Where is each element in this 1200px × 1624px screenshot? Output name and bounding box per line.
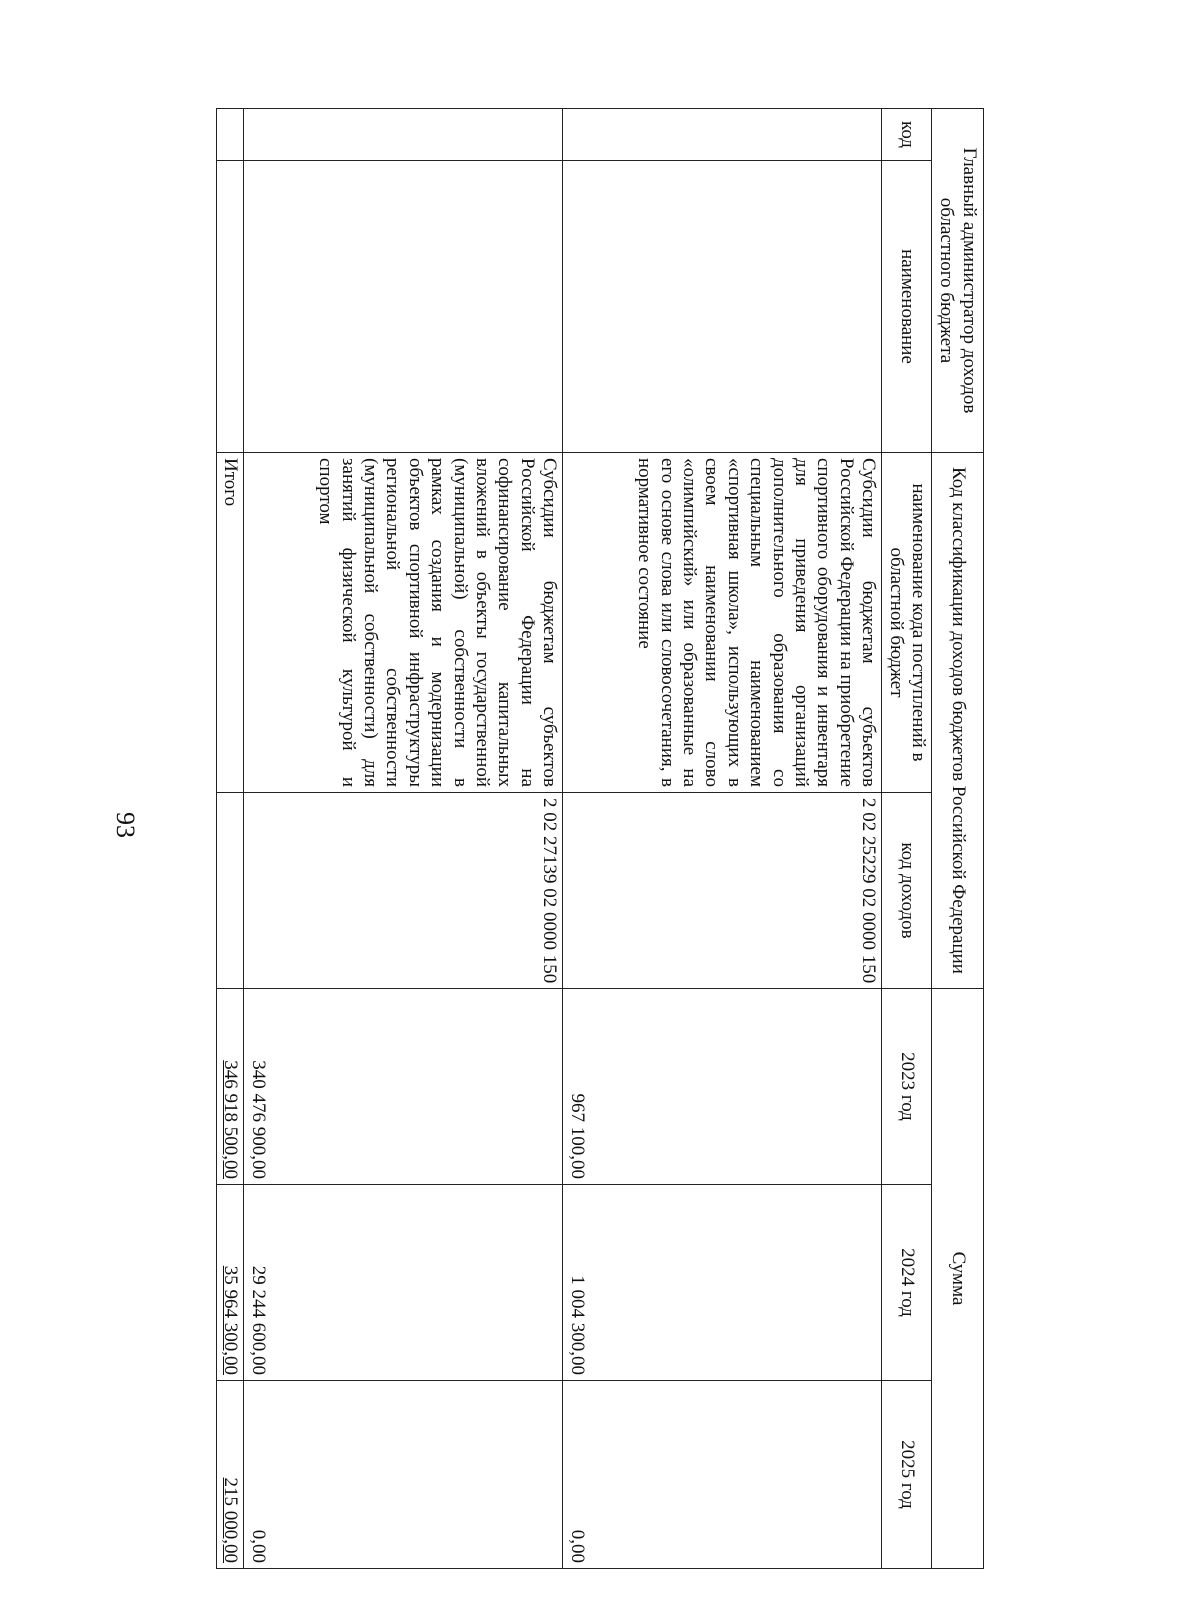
sum-2024-cell: 1 004 300,00 [563,1185,882,1381]
classification-group-header: Код классификации доходов бюджетов Российской Федерации [932,453,984,989]
table-row [563,109,882,1569]
admin-code-header: код [882,109,932,161]
total-empty-cell [217,161,244,453]
year-2024-header: 2024 год [882,1185,932,1381]
sum-group-header: Сумма [932,989,984,1569]
sum-2023-cell: 967 100,00 [563,989,882,1185]
total-2024-cell: 35 964 300,00 [217,1185,244,1381]
income-code-header: код доходов [882,793,932,989]
table-row [244,109,563,1569]
sum-2023-cell: 340 476 900,00 [244,989,563,1185]
year-2025-header: 2025 год [882,1381,932,1569]
income-name-cell: Субсидии бюджетам субъектов Российской Федерации на софинансирование капитальных вложений в объекты государственной (муниципальной) собственности в рамках создания и модернизации объектов спортивной инфраструктуры региональной собственности (муниципальной собственности) для занятий физической культурой и спортом [244,453,563,793]
income-name-cell: Субсидии бюджетам субъектов Российской Федерации на приобретение спортивного оборудования и инвентаря для приведения организаций дополнительного образования со специальным наименованием «спортивная школа», использующих в своем наименовании слово «олимпийский» или образованные на его основе слова или словосочетания, в нормативное состояние [563,453,882,793]
admin-name-cell [244,161,563,453]
header-row-2 [882,109,932,1569]
budget-income-table [216,108,984,1569]
sum-2025-cell: 0,00 [244,1381,563,1569]
sum-2024-cell: 29 244 600,00 [244,1185,563,1381]
admin-code-cell [244,109,563,161]
admin-name-header: наименование [882,161,932,453]
total-row [217,109,244,1569]
admin-name-cell [563,161,882,453]
total-2025-cell: 215 000,00 [217,1381,244,1569]
admin-group-header: Главный администратор доходов областного бюджета [932,109,984,453]
admin-code-cell [563,109,882,161]
total-2023-cell: 346 918 500,00 [217,989,244,1185]
budget-table-container [216,108,984,1568]
income-code-cell: 2 02 25229 02 0000 150 [563,793,882,989]
sum-2025-cell: 0,00 [563,1381,882,1569]
year-2023-header: 2023 год [882,989,932,1185]
income-name-header: наименование кода поступлений в областной бюджет [882,453,932,793]
page-number: 93 [111,812,140,838]
total-empty-cell [217,793,244,989]
header-row-1 [932,109,984,1569]
total-empty-cell [217,109,244,161]
total-label: Итого [217,453,244,793]
income-code-cell: 2 02 27139 02 0000 150 [244,793,563,989]
